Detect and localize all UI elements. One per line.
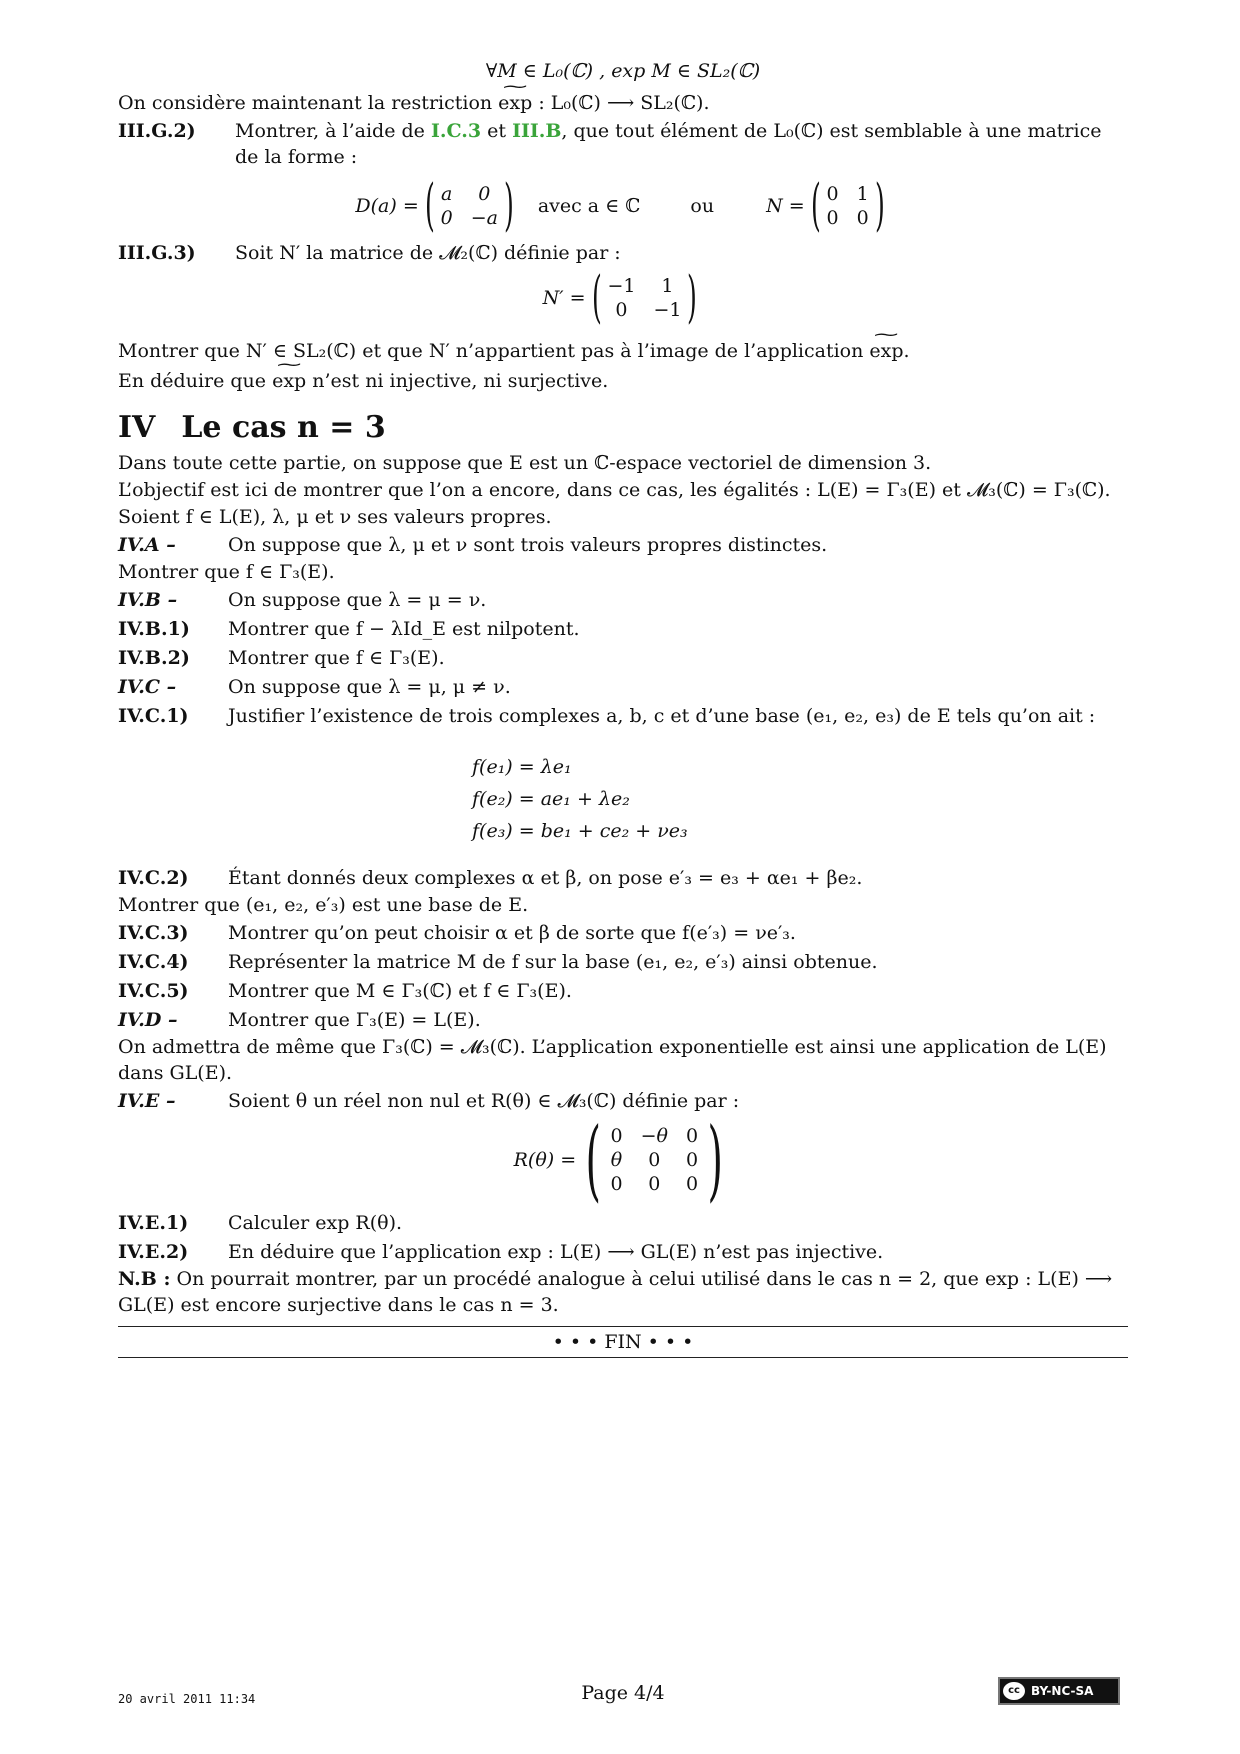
- link-ic3[interactable]: I.C.3: [430, 120, 482, 142]
- matrix-n-prime: ( −1 1 0 −1 ): [591, 265, 698, 330]
- da-lhs: D(a) =: [355, 195, 419, 217]
- question-iv-a: IV.A – On suppose que λ, μ et ν sont trois valeurs propres distinctes.: [118, 534, 828, 556]
- question-label: IV.C.2): [118, 867, 189, 889]
- question-iv-b-2: IV.B.2) Montrer que f ∈ Γ₃(E).: [118, 647, 445, 669]
- paragraph: On admettra de même que Γ₃(ℂ) = 𝓜₃(ℂ). L’application exponentielle est ainsi une application de L(E) dans GL(E).: [118, 1036, 1107, 1084]
- question-iv-e-1: IV.E.1) Calculer exp R(θ).: [118, 1212, 403, 1234]
- page-footer: [118, 1680, 1128, 1710]
- question-iv-c: IV.C – On suppose que λ = μ, μ ≠ ν.: [118, 676, 511, 698]
- question-iv-c-4: IV.C.4) Représenter la matrice M de f sur la base (e₁, e₂, e′₃) ainsi obtenue.: [118, 951, 878, 973]
- question-label: IV.E.1): [118, 1212, 189, 1234]
- equation: f(e₂) = ae₁ + λe₂: [472, 788, 630, 810]
- matrices-da-n: [118, 173, 1128, 238]
- matrix-da: ( a 0 0 −a ): [424, 173, 514, 238]
- question-label: IV.B.1): [118, 618, 190, 640]
- equation: f(e₃) = be₁ + ce₂ + νe₃: [472, 820, 688, 842]
- question-iv-c-3: IV.C.3) Montrer qu’on peut choisir α et β de sorte que f(e′₃) = νe′₃.: [118, 922, 796, 944]
- question-label: IV.C.1): [118, 705, 189, 727]
- paragraph: Montrer que (e₁, e₂, e′₃) est une base de E.: [118, 894, 529, 916]
- license-badge[interactable]: cc BY-NC-SA: [998, 1677, 1120, 1705]
- question-label: IV.C.4): [118, 951, 189, 973]
- paragraph: Dans toute cette partie, on suppose que E est un ℂ-espace vectoriel de dimension 3.: [118, 452, 932, 474]
- formula-exp-sl2: ∀M ∈ L₀(ℂ) , exp M ∈ SL₂(ℂ): [485, 60, 761, 82]
- np-question-2: En déduire que ~ exp n’est ni injective, ni surjective.: [118, 368, 1128, 394]
- cc-icon: cc: [1003, 1682, 1025, 1700]
- question-label: IV.D –: [118, 1009, 178, 1031]
- question-label: III.G.3): [118, 242, 196, 264]
- question-iv-b-1: IV.B.1) Montrer que f − λId_E est nilpotent.: [118, 618, 580, 640]
- question-label: III.G.2): [118, 120, 196, 142]
- nb-note: N.B : On pourrait montrer, par un procédé analogue à celui utilisé dans le cas n = 2, que exp : L(E) ⟶ GL(E) est encore surjective dans le cas n = 3.: [118, 1268, 1113, 1316]
- divider: [118, 1326, 1128, 1327]
- n-lhs: N =: [766, 195, 805, 217]
- question-label: IV.E.2): [118, 1241, 189, 1263]
- question-label: IV.C –: [118, 676, 177, 698]
- section-title: Le cas n = 3: [181, 410, 386, 445]
- divider: [118, 1357, 1128, 1358]
- question-iii-g-3: III.G.3) Soit N′ la matrice de 𝓜₂(ℂ) définie par :: [118, 242, 621, 264]
- question-iv-e-2: IV.E.2) En déduire que l’application exp : L(E) ⟶ GL(E) n’est pas injective.: [118, 1241, 884, 1263]
- question-label: IV.B.2): [118, 647, 190, 669]
- fin-marker: • • • FIN • • •: [552, 1331, 694, 1353]
- question-iv-c-5: IV.C.5) Montrer que M ∈ Γ₃(ℂ) et f ∈ Γ₃(E).: [118, 980, 572, 1002]
- question-label: IV.C.5): [118, 980, 189, 1002]
- restriction-line: On considère maintenant la restriction ~ exp : L₀(ℂ) ⟶ SL₂(ℂ).: [118, 90, 1128, 116]
- equation: f(e₁) = λe₁: [472, 756, 572, 778]
- matrix-n-prime-display: [118, 265, 1128, 330]
- matrix-r-display: [118, 1108, 1128, 1211]
- question-iv-c-2: IV.C.2) Étant donnés deux complexes α et β, on pose e′₃ = e₃ + αe₁ + βe₂.: [118, 867, 863, 889]
- question-iv-d: IV.D – Montrer que Γ₃(E) = L(E).: [118, 1009, 481, 1031]
- paragraph: Soient f ∈ L(E), λ, μ et ν ses valeurs propres.: [118, 506, 552, 528]
- ou-text: ou: [690, 195, 715, 217]
- paragraph: Montrer que f ∈ Γ₃(E).: [118, 561, 335, 583]
- page-content: [118, 58, 1128, 1362]
- question-iv-b: IV.B – On suppose que λ = μ = ν.: [118, 589, 487, 611]
- section-heading: [118, 408, 1128, 448]
- paragraph: L’objectif est ici de montrer que l’on a encore, dans ce cas, les égalités : L(E) = Γ₃(E) et 𝓜₃(ℂ) = Γ₃(ℂ).: [118, 479, 1111, 501]
- np-question-1: Montrer que N′ ∈ SL₂(ℂ) et que N′ n’appartient pas à l’image de l’application ~ exp.: [118, 338, 1128, 364]
- question-iii-g-2: III.G.2) Montrer, à l’aide de I.C.3 et III.B, que tout élément de L₀(ℂ) est semblable à une matrice de la forme :: [118, 120, 1102, 168]
- question-iv-e: IV.E – Soient θ un réel non nul et R(θ) ∈ 𝓜₃(ℂ) définie par :: [118, 1090, 740, 1112]
- np-lhs: N′ =: [542, 287, 586, 309]
- question-label: IV.E –: [118, 1090, 176, 1112]
- exp-tilde: ~ exp: [498, 90, 532, 116]
- question-label: IV.C.3): [118, 922, 189, 944]
- section-number: IV: [118, 410, 156, 445]
- nb-label: N.B :: [118, 1268, 171, 1290]
- page-number: Page 4/4: [581, 1682, 665, 1704]
- r-lhs: R(θ) =: [513, 1149, 577, 1171]
- avec-text: avec a ∈ ℂ: [537, 195, 641, 217]
- equation-system: [472, 751, 1128, 847]
- question-iv-c-1: IV.C.1) Justifier l’existence de trois complexes a, b, c et d’une base (e₁, e₂, e₃) de E tels qu’on ait :: [118, 705, 1096, 727]
- link-iiib[interactable]: III.B: [512, 120, 562, 142]
- question-label: IV.B –: [118, 589, 178, 611]
- matrix-r: ( 0 −θ 0 θ 0 0 0 0 0 ): [585, 1108, 723, 1211]
- question-label: IV.A –: [118, 534, 176, 556]
- matrix-n: ( 0 1 0 0 ): [810, 173, 885, 238]
- footer-date: 20 avril 2011 11:34: [118, 1692, 256, 1706]
